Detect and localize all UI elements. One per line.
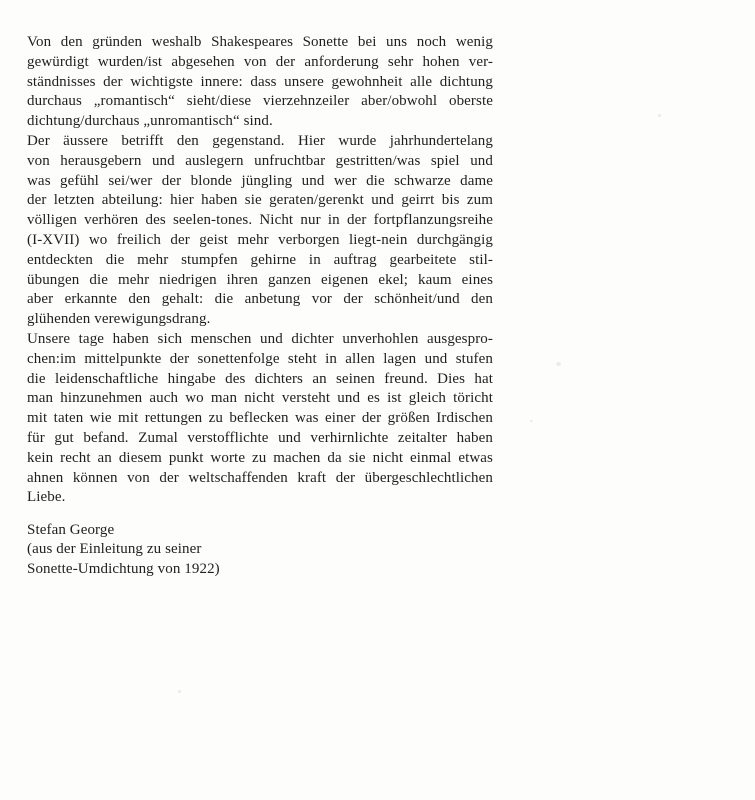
- text-line: man hinzunehmen auch wo man nicht versteht und es ist gleich töricht: [27, 390, 493, 407]
- author-name: Stefan George: [27, 521, 115, 538]
- text-line: Der äussere betrifft den gegenstand. Hier wurde jahrhundertelang: [27, 132, 493, 149]
- text-line: (I-XVII) wo freilich der geist mehr verborgen liegt-nein durchgängig: [27, 231, 493, 248]
- text-line: völligen verhören des seelen-tones. Nicht nur in der fortpflanzungsreihe: [27, 212, 493, 229]
- text-line: gewürdigt wurden/ist abgesehen von der anforderung sehr hohen ver-: [27, 53, 493, 70]
- text-line: glühenden verewigungsdrang.: [27, 311, 211, 328]
- text-line: die leidenschaftliche hingabe des dichters an seinen freund. Dies hat: [27, 370, 493, 387]
- text-line: durchaus „romantisch“ sieht/diese vierzehnzeiler aber/obwohl oberste: [27, 93, 493, 110]
- text-line: dichtung/durchaus „unromantisch“ sind.: [27, 113, 273, 130]
- text-block: [27, 33, 493, 579]
- text-line: mit taten wie mit rettungen zu beflecken was einer der größen Irdischen: [27, 410, 493, 427]
- text-line: entdeckten die mehr stumpfen gehirne in auftrag gearbeitete stil-: [27, 251, 493, 268]
- source-attribution-line-1: (aus der Einleitung zu seiner: [27, 541, 202, 558]
- text-line: aber erkannte den gehalt: die anbetung vor der schönheit/und den: [27, 291, 493, 308]
- text-line: ständnisses der wichtigste innere: dass unsere gewohnheit alle dichtung: [27, 73, 493, 90]
- text-line: Unsere tage haben sich menschen und dichter unverhohlen ausgespro-: [27, 330, 493, 347]
- source-attribution-line-2: Sonette-Umdichtung von 1922): [27, 560, 220, 577]
- text-line: für gut befand. Zumal verstofflichte und verhirnlichte zeitalter haben: [27, 429, 493, 446]
- scan-speckle: [530, 420, 533, 422]
- text-line: chen:im mittelpunkte der sonettenfolge steht in allen lagen und stufen: [27, 350, 493, 367]
- text-line: Von den gründen weshalb Shakespeares Sonette bei uns noch wenig: [27, 34, 493, 50]
- text-line: Liebe.: [27, 489, 66, 506]
- scan-speckle: [658, 114, 661, 117]
- signature-block: [27, 521, 493, 580]
- text-line: ahnen können von der weltschaffenden kraft der übergeschlechtlichen: [27, 469, 493, 486]
- scan-speckle: [178, 690, 181, 693]
- text-line: von herausgebern und auslegern unfruchtbar gestritten/was spiel und: [27, 152, 493, 169]
- text-line: übungen die mehr niedrigen ihren ganzen eigenen ekel; kaum eines: [27, 271, 493, 288]
- body-text: [27, 33, 493, 508]
- text-line: was gefühl sei/wer der blonde jüngling und wer die schwarze dame: [27, 172, 493, 189]
- text-line: kein recht an diesem punkt worte zu machen da sie nicht einmal etwas: [27, 449, 493, 466]
- scan-speckle: [556, 362, 561, 366]
- text-line: der letzten abteilung: hier haben sie geraten/gerenkt und geirrt bis zum: [27, 192, 493, 209]
